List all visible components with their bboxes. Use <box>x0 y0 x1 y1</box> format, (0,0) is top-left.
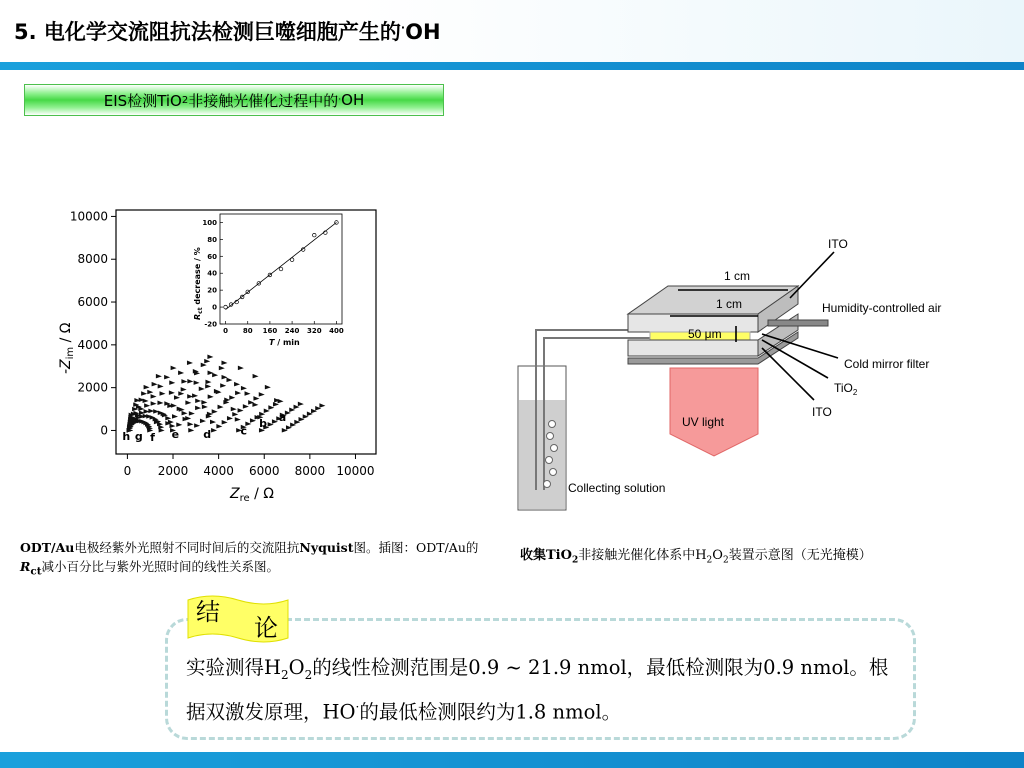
label-1cm-top: 1 cm <box>724 269 751 283</box>
x-tick-label: 4000 <box>203 464 234 478</box>
x-tick-label: 2000 <box>157 464 189 478</box>
series-label: d <box>203 427 212 441</box>
caption-r-3: O <box>712 548 723 563</box>
conclusion-text <box>186 652 906 728</box>
inset-x-tick-label: 240 <box>284 327 300 335</box>
section-banner <box>24 84 444 116</box>
label-humid: Humidity-controlled air <box>822 301 942 315</box>
y-tick-label: 4000 <box>77 337 108 352</box>
label-tio2-sub: 2 <box>852 388 858 397</box>
y-tick-label: 6000 <box>77 295 108 310</box>
data-point <box>189 411 195 416</box>
data-point <box>205 384 211 389</box>
y-label-sub: im <box>65 346 76 360</box>
inset-y-ct: ct <box>197 307 204 314</box>
data-point <box>234 382 240 387</box>
series-label: f <box>150 431 155 445</box>
data-point <box>221 361 227 366</box>
data-point <box>181 379 187 384</box>
nyquist-caption <box>20 538 488 582</box>
data-point <box>216 424 222 429</box>
y-tick-label: 10000 <box>69 209 108 224</box>
data-point <box>178 391 184 396</box>
banner-dot: · <box>338 95 342 105</box>
data-point <box>278 399 284 404</box>
bubble <box>544 481 551 488</box>
y-tick-label: 0 <box>100 423 108 438</box>
data-point <box>218 405 224 410</box>
data-point <box>158 384 164 389</box>
title-dot: · <box>400 21 406 34</box>
conclusion-tag <box>186 594 290 644</box>
label-collect: Collecting solution <box>568 481 666 495</box>
inset-y-tick-label: 20 <box>207 286 217 295</box>
data-point <box>208 394 214 399</box>
footer-bar <box>0 752 1024 768</box>
banner-text-1: EIS检测TiO <box>103 91 182 110</box>
caption-r-s1: 2 <box>571 555 579 566</box>
data-point <box>157 401 163 406</box>
label-cold: Cold mirror filter <box>844 357 930 371</box>
data-point <box>226 378 232 383</box>
series-label: a <box>278 410 287 424</box>
concl-t1: 实验测得H <box>186 656 282 679</box>
inset-frame <box>220 214 342 324</box>
inset-x-tick-label: 400 <box>329 327 344 335</box>
setup-caption <box>520 544 872 566</box>
caption-r-1: 收集TiO <box>520 548 572 563</box>
inset-y-tick-label: -20 <box>204 320 217 329</box>
y-tick-label: 2000 <box>77 380 108 395</box>
data-point <box>252 402 258 407</box>
data-point <box>194 380 200 385</box>
x-label-unit: / Ω <box>249 486 274 502</box>
data-point <box>212 373 218 378</box>
y-tick-label: 8000 <box>77 252 108 267</box>
data-point <box>235 417 241 422</box>
caption-odt: ODT/Au <box>20 540 75 555</box>
data-point <box>211 428 217 433</box>
x-tick-label: 10000 <box>336 464 375 478</box>
label-50um: 50 μm <box>688 327 722 341</box>
label-1cm-mid: 1 cm <box>716 297 743 311</box>
data-point <box>227 416 233 421</box>
data-point <box>220 383 226 388</box>
data-point <box>241 386 247 391</box>
data-point <box>187 379 193 384</box>
data-point <box>238 366 244 371</box>
concl-t3: 的线性检测范围是0.9 ~ 21.9 nmol，最低检测限为0.9 nmol。根据双激发原理，HO <box>186 656 889 724</box>
data-point <box>178 370 184 375</box>
data-point <box>232 412 238 417</box>
data-point <box>231 407 237 412</box>
inset-x-tick-label: 320 <box>306 327 322 335</box>
x-tick-label: 8000 <box>294 464 326 478</box>
label-tio2 <box>834 381 858 397</box>
data-point <box>195 399 201 404</box>
caption-ct: ct <box>30 565 42 578</box>
data-point <box>181 387 187 392</box>
data-point <box>156 374 162 379</box>
caption-r-s2: 2 <box>706 555 713 566</box>
data-point <box>188 428 194 433</box>
data-point <box>144 385 150 390</box>
data-point <box>174 395 180 400</box>
y-label-z: -Z <box>58 359 74 374</box>
inset-y-tick-label: 0 <box>212 303 217 312</box>
data-point <box>144 403 150 408</box>
inset-y-tick-label: 40 <box>207 269 217 278</box>
air-inlet <box>768 320 828 326</box>
data-point <box>212 409 218 414</box>
nyquist-chart <box>50 200 385 505</box>
data-point <box>169 380 175 385</box>
data-point <box>192 393 198 398</box>
data-point <box>222 420 228 425</box>
caption-text-3: 减小百分比与紫外光照时间的线性关系图。 <box>41 559 280 574</box>
data-point <box>201 400 207 405</box>
data-point <box>172 414 178 419</box>
concl-s2: 2 <box>304 667 313 682</box>
slide-title <box>14 16 441 46</box>
uv-label: UV light <box>682 415 725 429</box>
inset-x-tick-label: 0 <box>223 327 228 335</box>
data-point <box>207 354 213 359</box>
bubble <box>551 445 558 452</box>
data-point <box>176 422 182 427</box>
concl-t4: 的最低检测限约为1.8 nmol。 <box>359 700 622 724</box>
data-point <box>195 406 201 411</box>
inset-y-tick-label: 60 <box>207 252 217 261</box>
data-point <box>245 391 251 396</box>
header-bar <box>0 62 1024 70</box>
data-point <box>238 408 244 413</box>
data-point <box>298 402 304 407</box>
bubble <box>550 469 557 476</box>
data-point <box>253 396 259 401</box>
inset-x-label <box>269 338 300 347</box>
caption-r: R <box>20 559 31 574</box>
y-axis-label <box>58 322 76 374</box>
series-label: b <box>259 417 268 431</box>
setup-schematic <box>500 228 980 518</box>
banner-text-3: OH <box>341 91 365 109</box>
label-ito-top: ITO <box>828 237 848 251</box>
inset-y-rest: decrease / % <box>193 247 202 308</box>
x-tick-label: 6000 <box>248 464 280 478</box>
data-point <box>202 405 208 410</box>
data-point <box>141 391 147 396</box>
data-point <box>147 390 153 395</box>
data-point <box>210 420 216 425</box>
inset-x-tick-label: 80 <box>242 327 253 335</box>
data-point <box>151 401 157 406</box>
data-point <box>165 416 171 421</box>
data-point <box>169 390 175 395</box>
y-label-unit: / Ω <box>58 322 74 347</box>
uv-arrow <box>670 368 758 456</box>
data-point <box>319 403 325 408</box>
callout-ito-top <box>790 252 834 298</box>
caption-r-2: 非接触光催化体系中H <box>578 548 707 563</box>
beaker-solution <box>519 400 565 509</box>
label-tio2-main: TiO <box>834 381 853 395</box>
x-label-sub: re <box>239 493 250 504</box>
x-axis-label <box>229 486 274 504</box>
data-point <box>265 385 271 390</box>
concl-t2: O <box>288 656 305 679</box>
inset-y-r: R <box>193 313 202 320</box>
series-label: g <box>134 430 143 444</box>
inset-y-label <box>193 247 204 320</box>
data-point <box>199 387 205 392</box>
data-point <box>201 363 207 368</box>
conclusion-tag-1: 结 <box>196 598 220 626</box>
series-label: h <box>122 430 131 444</box>
banner-text-2: 非接触光催化过程中的 <box>188 91 339 110</box>
series-label: e <box>171 427 180 441</box>
data-point <box>253 374 259 379</box>
data-point <box>171 366 177 371</box>
data-point <box>159 428 165 433</box>
data-point <box>159 391 165 396</box>
inset-x-t: T <box>269 338 275 347</box>
data-point <box>143 399 149 404</box>
caption-text-2: 图。插图：ODT/Au的 <box>353 540 479 555</box>
data-point <box>194 423 200 428</box>
bottom-plate-front <box>628 340 758 356</box>
data-point <box>259 392 265 397</box>
caption-r-4: 装置示意图（无光掩模） <box>728 548 872 563</box>
data-point <box>185 416 191 421</box>
data-point <box>205 380 211 385</box>
x-tick-label: 0 <box>123 464 132 478</box>
data-point <box>152 382 158 387</box>
title-text: 5. 电化学交流阻抗法检测巨噬细胞产生的 <box>14 20 401 44</box>
caption-text-1: 电极经紫外光照射不同时间后的交流阻抗 <box>74 540 300 555</box>
series-label: c <box>240 424 247 438</box>
title-oh: OH <box>405 20 441 44</box>
x-label-z: Z <box>230 486 240 502</box>
inset-x-tick-label: 160 <box>262 327 278 335</box>
conclusion-tag-2: 论 <box>254 614 278 642</box>
data-point <box>187 422 193 427</box>
concl-sup: · <box>355 699 360 714</box>
data-point <box>229 395 235 400</box>
data-point <box>243 404 249 409</box>
banner-sub: 2 <box>181 94 189 106</box>
data-point <box>200 419 206 424</box>
data-point <box>219 366 225 371</box>
data-point <box>185 400 191 405</box>
caption-nyquist: Nyquist <box>299 540 354 555</box>
label-ito-bottom: ITO <box>812 405 832 419</box>
bubble <box>547 433 554 440</box>
nyquist-series <box>127 354 326 432</box>
inset-y-tick-label: 100 <box>202 218 217 227</box>
data-point <box>204 359 210 364</box>
data-point <box>151 394 157 399</box>
bubble <box>549 421 556 428</box>
data-point <box>187 361 193 366</box>
inset-x-unit: / min <box>274 338 300 347</box>
concl-s1: 2 <box>281 667 289 682</box>
inset-y-tick-label: 80 <box>207 235 217 244</box>
data-point <box>235 391 241 396</box>
slide-header <box>0 0 1024 62</box>
data-point <box>164 375 170 380</box>
data-point <box>171 403 177 408</box>
data-point <box>182 411 188 416</box>
bubble <box>546 457 553 464</box>
caption-r-s3: 2 <box>722 555 729 566</box>
data-point <box>216 390 222 395</box>
